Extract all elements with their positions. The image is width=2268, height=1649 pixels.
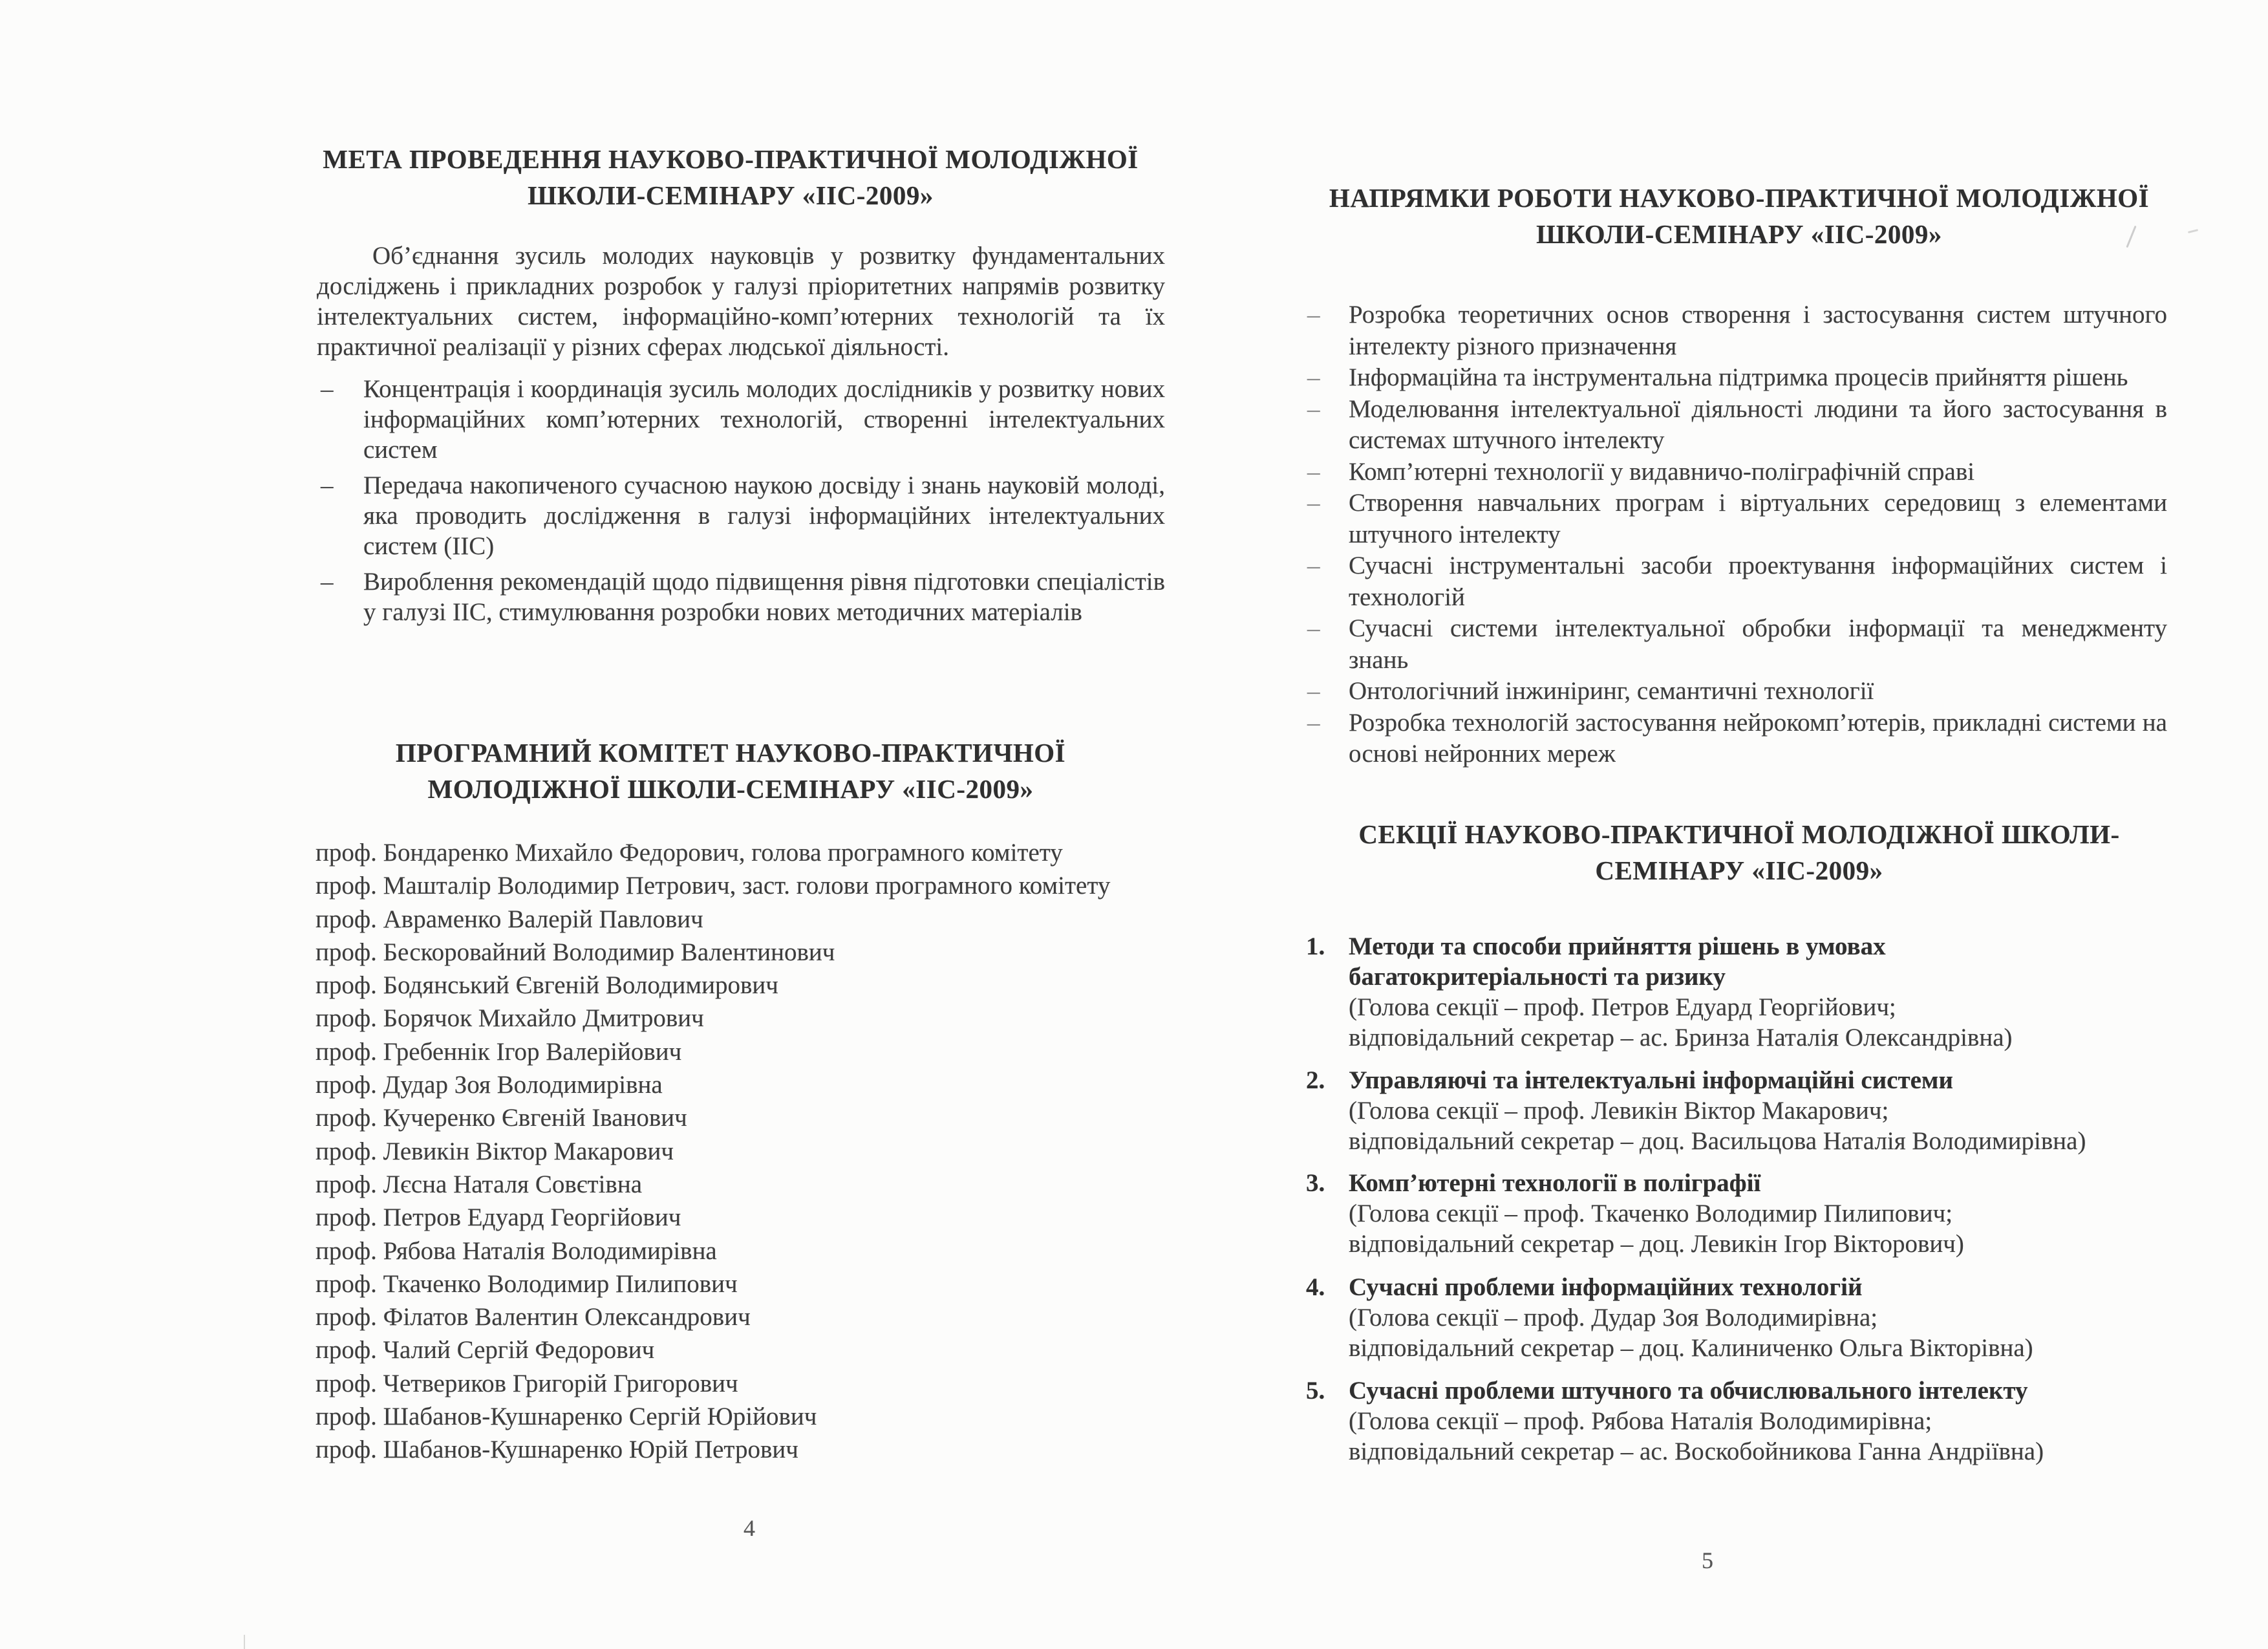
section-title: Методи та способи прийняття рішень в умовах: [1349, 932, 1886, 960]
dash-marker: –: [1307, 363, 1320, 391]
goal-section-title: [291, 141, 1170, 213]
section-number: 5.: [1306, 1377, 1325, 1405]
section-title: Комп’ютерні технології в поліграфії: [1349, 1169, 1761, 1197]
page-number-right: 5: [1702, 1547, 1713, 1573]
committee-member: проф. Борячок Михайло Дмитрович: [316, 1004, 704, 1033]
list-item: [317, 470, 1165, 561]
bullet-text: Онтологічний інжиніринг, семантичні технології: [1349, 677, 1874, 705]
section-number: 1.: [1306, 932, 1325, 960]
section-number: 2.: [1306, 1066, 1325, 1094]
committee-member: проф. Левикін Віктор Макарович: [316, 1137, 674, 1165]
section-item: [1306, 1375, 2166, 1467]
committee-member: проф. Четвериков Григорій Григорович: [316, 1369, 738, 1397]
goal-bullet-list: [317, 374, 1165, 632]
section-chair: (Голова секції – проф. Ткаченко Володимир Пилипович;: [1349, 1200, 1953, 1227]
section-title-line2: багатокритеріальності та ризику: [1349, 963, 1726, 991]
dash-marker: –: [1307, 708, 1320, 737]
committee-member: проф. Машталір Володимир Петрович, заст. голови програмного комітету: [316, 872, 1111, 900]
list-item: [1306, 457, 2167, 488]
dash-marker: –: [1307, 394, 1320, 423]
page-number-left: 4: [744, 1515, 755, 1541]
list-item: [1306, 550, 2167, 613]
section-chair: (Голова секції – проф. Дудар Зоя Володимирівна;: [1349, 1304, 1878, 1331]
bullet-text: Сучасні системи інтелектуальної обробки інформації та менеджменту знань: [1349, 614, 2167, 674]
committee-member: проф. Бондаренко Михайло Федорович, голова програмного комітету: [316, 839, 1063, 867]
bullet-text: Розробка теоретичних основ створення і застосування систем штучного інтелекту різного призначення: [1349, 301, 2167, 360]
directions-title-line2: ШКОЛИ-СЕМІНАРУ «ІІС-2009»: [1536, 219, 1942, 249]
section-item: [1306, 1272, 2166, 1363]
section-secretary: відповідальний секретар – доц. Васильцова Наталія Володимирівна): [1349, 1127, 2086, 1155]
section-chair: (Голова секції – проф. Левикін Віктор Макарович;: [1349, 1097, 1889, 1125]
committee-member-list: [316, 836, 1182, 1467]
section-chair: (Голова секції – проф. Петров Едуард Георгійович;: [1349, 993, 1896, 1021]
bullet-text: Сучасні інструментальні засоби проектування інформаційних систем і технологій: [1349, 552, 2167, 611]
section-item: [1306, 1168, 2166, 1259]
list-item: [1306, 676, 2167, 707]
dash-marker: –: [1307, 457, 1320, 486]
sections-title-line1: СЕКЦІЇ НАУКОВО-ПРАКТИЧНОЇ МОЛОДІЖНОЇ ШКОЛИ-: [1358, 819, 2120, 849]
sections-section-title: [1287, 816, 2192, 889]
sections-title-line2: СЕМІНАРУ «ІІС-2009»: [1595, 856, 1883, 885]
dash-marker: –: [1307, 677, 1320, 705]
section-secretary: відповідальний секретар – ас. Воскобойникова Ганна Андріївна): [1349, 1438, 2044, 1465]
dash-marker: –: [1307, 301, 1320, 329]
bullet-text: Вироблення рекомендацій щодо підвищення рівня підготовки спеціалістів у галузі ІІС, стимулювання розробки нових методичних матеріалів: [363, 568, 1165, 626]
section-chair: (Голова секції – проф. Рябова Наталія Володимирівна;: [1349, 1407, 1932, 1435]
committee-member: проф. Авраменко Валерій Павлович: [316, 905, 703, 933]
list-item: [1306, 362, 2167, 394]
directions-list: [1306, 299, 2167, 770]
directions-section-title: [1287, 180, 2192, 252]
bullet-text: Комп’ютерні технології у видавничо-поліграфічній справі: [1349, 457, 1975, 486]
section-title: Управляючі та інтелектуальні інформаційні системи: [1349, 1066, 1953, 1094]
section-title: Сучасні проблеми інформаційних технологій: [1349, 1273, 1863, 1301]
list-item: [317, 374, 1165, 465]
bullet-text: Створення навчальних програм і віртуальних середовищ з елементами штучного інтелекту: [1349, 489, 2167, 548]
committee-member: проф. Бескоровайний Володимир Валентинович: [316, 938, 835, 966]
committee-member: проф. Рябова Наталія Володимирівна: [316, 1236, 717, 1265]
committee-member: проф. Чалий Сергій Федорович: [316, 1336, 655, 1364]
section-item: [1306, 1065, 2166, 1156]
committee-member: проф. Дудар Зоя Володимирівна: [316, 1071, 663, 1099]
list-item: [1306, 613, 2167, 676]
section-secretary: відповідальний секретар – ас. Бринза Наталія Олександрівна): [1349, 1024, 2013, 1051]
bullet-text: Концентрація і координація зусиль молодих дослідників у розвитку нових інформаційних комп’ютерних технологій, створенні інтелектуальних систем: [363, 375, 1165, 464]
committee-member: проф. Філатов Валентин Олександрович: [316, 1303, 751, 1331]
committee-member: проф. Петров Едуард Георгійович: [316, 1203, 681, 1232]
bullet-text: Інформаційна та інструментальна підтримка процесів прийняття рішень: [1349, 363, 2128, 391]
committee-member: проф. Кучеренко Євгеній Іванович: [316, 1104, 687, 1132]
bullet-text: Розробка технологій застосування нейрокомп’ютерів, прикладні системи на основі нейронних мереж: [1349, 708, 2167, 768]
list-item: [1306, 488, 2167, 550]
goal-title-line2: ШКОЛИ-СЕМІНАРУ «ІІС-2009»: [528, 180, 934, 210]
goal-title-line1: МЕТА ПРОВЕДЕННЯ НАУКОВО-ПРАКТИЧНОЇ МОЛОДІЖНОЇ: [323, 144, 1139, 174]
dash-marker: –: [321, 471, 334, 499]
list-item: [1306, 394, 2167, 457]
section-number: 4.: [1306, 1273, 1325, 1301]
section-secretary: відповідальний секретар – доц. Левикін Ігор Вікторович): [1349, 1230, 1964, 1258]
committee-member: проф. Бодянський Євгеній Володимирович: [316, 971, 778, 1000]
committee-member: проф. Гребеннік Ігор Валерійович: [316, 1037, 682, 1066]
list-item: [1306, 707, 2167, 770]
list-item: [1306, 299, 2167, 362]
list-item: [317, 566, 1165, 627]
section-secretary: відповідальний секретар – доц. Калиниченко Ольга Вікторівна): [1349, 1334, 2033, 1362]
committee-member: проф. Ткаченко Володимир Пилипович: [316, 1269, 738, 1298]
bullet-text: Моделювання інтелектуальної діяльності людини та його застосування в системах штучного інтелекту: [1349, 394, 2167, 454]
dash-marker: –: [1307, 489, 1320, 517]
scan-crease: [244, 1635, 245, 1649]
committee-member: проф. Шабанов-Кушнаренко Юрій Петрович: [316, 1436, 798, 1464]
dash-marker: –: [321, 568, 334, 596]
dash-marker: –: [1307, 614, 1320, 642]
committee-title-line1: ПРОГРАМНИЙ КОМІТЕТ НАУКОВО-ПРАКТИЧНОЇ: [395, 738, 1066, 768]
committee-member: проф. Шабанов-Кушнаренко Сергій Юрійович: [316, 1403, 817, 1431]
section-number: 3.: [1306, 1169, 1325, 1197]
committee-title-line2: МОЛОДІЖНОЇ ШКОЛИ-СЕМІНАРУ «ІІС-2009»: [427, 774, 1034, 804]
committee-section-title: [291, 735, 1170, 807]
committee-member: проф. Лєсна Наталя Совєтівна: [316, 1170, 643, 1198]
goal-paragraph: Об’єднання зусиль молодих науковців у розвитку фундаментальних досліджень і прикладних розробок у галузі пріоритетних напрямів розвитку інтелектуальних систем, інформаційно-комп’ютерних технологій та їх практичної реалізації у різних сферах людської діяльності.: [317, 242, 1165, 361]
directions-title-line1: НАПРЯМКИ РОБОТИ НАУКОВО-ПРАКТИЧНОЇ МОЛОДІЖНОЇ: [1329, 183, 2150, 213]
dash-marker: –: [1307, 552, 1320, 579]
bullet-text: Передача накопиченого сучасною наукою досвіду і знань науковій молоді, яка проводить дослідження в галузі інформаційних інтелектуальних систем (ІІС): [363, 471, 1165, 560]
section-title: Сучасні проблеми штучного та обчислювального інтелекту: [1349, 1377, 2028, 1405]
section-item: [1306, 931, 2166, 1053]
dash-marker: –: [321, 375, 334, 403]
